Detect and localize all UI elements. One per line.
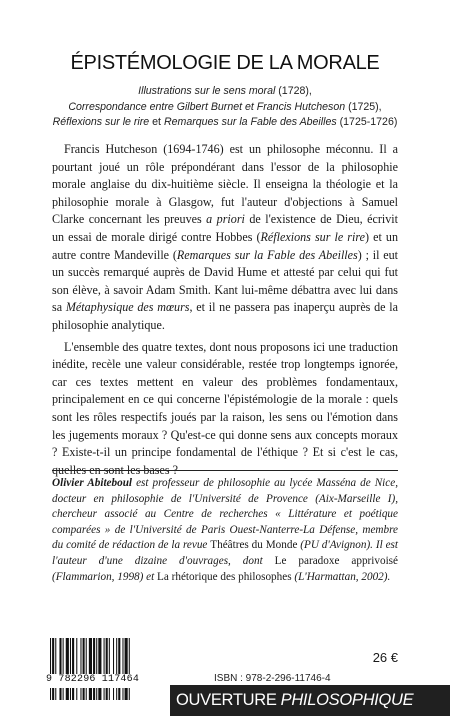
author-bio [52, 476, 398, 585]
work-year: (1725-1726) [339, 116, 398, 128]
bio-text: est professeur de philosophie au lycée Masséna de Nice, docteur en philosophie de l'Université de Provence (Aix-Marseille I), chercheur associé au Centre de recherches « Littérature et poétique comparées » de l'Université de Paris Ouest-Nanterre-La Défense, membre du comité de rédaction de la revue [52, 477, 398, 552]
divider [52, 470, 398, 471]
author-name: Olivier Abiteboul [52, 477, 133, 489]
italic-run: a priori [206, 212, 245, 227]
journal-title: Théâtres du Monde [210, 539, 298, 552]
subtitle-line-2 [20, 100, 430, 116]
italic-run: Métaphysique des mœurs [65, 300, 190, 315]
work-year: (1728), [278, 85, 312, 97]
work-title: Correspondance entre Gilbert Burnet et Francis Hutcheson [68, 100, 346, 113]
text-run: de l'existence de Dieu, écrivit un essai de morale dirigé contre Hobbes ( [52, 212, 398, 244]
blurb-paragraph-1 [52, 141, 398, 335]
book-title: ÉPISTÉMOLOGIE DE LA MORALE [70, 52, 380, 74]
bio-text: (PU d'Avignon). Il est l'auteur d'une dizaine d'ouvrages, dont [52, 539, 398, 567]
blurb-paragraph-2: L'ensemble des quatre textes, dont nous proposons ici une traduction inédite, recèle une valeur considérable, restée trop longtemps ignorée, car ces textes mettent en valeur des problèmes fondamentaux, principalement en ce qui concerne l'épistémologie de la morale : quels sont les rôles respectifs joués par la raison, les sens ou l'émotion dans les jugements moraux ? Qu'est-ce qui donne sens aux concepts moraux ? Existe-t-il un principe fondamental de l'éthique ? Et si c'est le cas, quelles en sont les bases ? [52, 339, 398, 477]
barcode [48, 638, 160, 700]
text-run: ) et un autre contre Mandeville ( [52, 229, 398, 262]
text-run: Francis Hutcheson (1694-1746) est un philosophe méconnu. Il a pourtant joué un rôle prépondérant dans l'essor de la philosophie morale anglaise du dix-huitième siècle. Il enseigna la théologie et la philosophie morale à Glasgow, fut l'auteur d'objections à Samuel Clarke concernant les preuves [52, 142, 398, 227]
subtitle-block [20, 84, 430, 131]
collection-banner [170, 685, 450, 716]
text-run: ) ; il eut un succès remarqué auprès de David Hume et attesté par celui qui fut son élève, à savoir Adam Smith. Kant lui-même débattra avec lui dans sa [52, 247, 399, 315]
conjunction: et [152, 116, 161, 128]
book-reference: Le paradoxe apprivoisé [274, 554, 398, 567]
isbn: ISBN : 978-2-296-11746-4 [214, 673, 331, 684]
italic-run: Réflexions sur le rire [260, 229, 365, 244]
work-year: (1725), [348, 100, 382, 113]
blurb [52, 141, 398, 479]
bio-text: (L'Harmattan, 2002). [294, 570, 391, 583]
work-title: Remarques sur la Fable des Abeilles [163, 116, 337, 128]
collection-name-part-1: OUVERTURE [176, 691, 277, 709]
subtitle-line-3 [20, 115, 430, 131]
subtitle-line-1 [20, 84, 430, 100]
book-reference: La rhétorique des philosophes [157, 570, 292, 583]
italic-run: Remarques sur la Fable des Abeilles [176, 247, 358, 262]
work-title: Illustrations sur le sens moral [138, 85, 276, 97]
work-title: Réflexions sur le rire [52, 116, 150, 128]
text-run: , et il ne passera pas inaperçu auprès de la philosophie analytique. [52, 300, 398, 332]
price: 26 € [372, 650, 398, 665]
bio-text: (Flammarion, 1998) et [52, 570, 155, 583]
collection-name-part-2: PHILOSOPHIQUE [280, 691, 414, 709]
barcode-digits: 9 782296 117464 [46, 674, 164, 688]
